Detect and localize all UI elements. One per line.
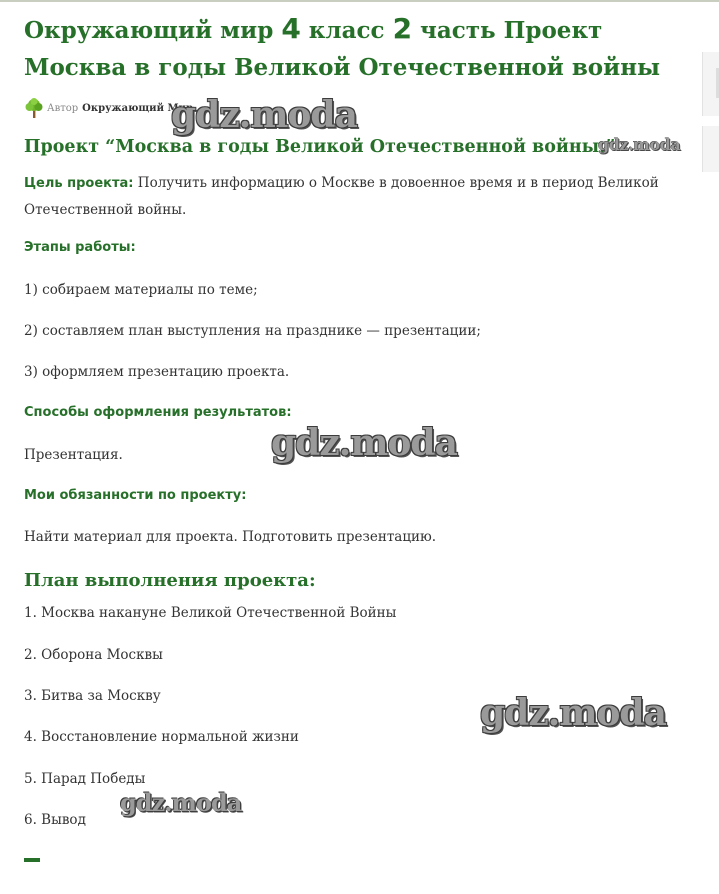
plan-item: 4. Восстановление нормальной жизни bbox=[24, 729, 299, 745]
duties-label: Мои обязанности по проекту: bbox=[24, 488, 247, 503]
grade-number: 4 bbox=[281, 12, 301, 45]
methods-text: Презентация. bbox=[24, 447, 123, 463]
plan-item: 1. Москва накануне Великой Отечественной Войны bbox=[24, 605, 397, 621]
duties-text: Найти материал для проекта. Подготовить презентацию. bbox=[24, 529, 437, 545]
post-meta bbox=[23, 96, 193, 120]
top-divider bbox=[0, 0, 719, 2]
watermark: gdz.moda bbox=[171, 94, 357, 136]
stage-item: 1) собираем материалы по теме; bbox=[24, 282, 258, 298]
plan-item: 5. Парад Победы bbox=[24, 771, 146, 787]
cut-off-heading bbox=[24, 858, 54, 862]
author-label: Автор bbox=[47, 102, 79, 114]
sidebar-edge-panel-lower[interactable] bbox=[702, 126, 719, 172]
stage-item: 2) составляем план выступления на празднике — презентации; bbox=[24, 323, 481, 339]
goal-text: Получить информацию о Москве в довоенное время и в период Великой Отечественной войны. bbox=[24, 175, 659, 218]
plan-item: 2. Оборона Москвы bbox=[24, 647, 163, 663]
title-part: класс bbox=[300, 17, 393, 44]
stages-label: Этапы работы: bbox=[24, 240, 136, 255]
title-part: Окружающий мир bbox=[24, 17, 282, 44]
watermark: gdz.moda bbox=[480, 692, 666, 734]
part-number: 2 bbox=[392, 12, 413, 45]
watermark: gdz.moda bbox=[271, 422, 457, 464]
plan-item: 6. Вывод bbox=[24, 812, 86, 828]
plan-heading: План выполнения проекта: bbox=[24, 570, 316, 591]
methods-label: Способы оформления результатов: bbox=[24, 405, 292, 420]
stage-item: 3) оформляем презентацию проекта. bbox=[24, 364, 290, 380]
project-goal bbox=[24, 170, 694, 223]
sidebar-edge-panel[interactable] bbox=[702, 52, 719, 116]
project-title: Проект “Москва в годы Великой Отечественной войны.” bbox=[24, 137, 616, 157]
tree-icon bbox=[23, 97, 45, 119]
watermark: gdz.moda bbox=[120, 788, 242, 817]
plan-item: 3. Битва за Москву bbox=[24, 688, 161, 704]
watermark: gdz.moda bbox=[598, 135, 681, 154]
page-title bbox=[24, 10, 684, 86]
goal-label: Цель проекта: bbox=[24, 176, 134, 191]
author-link[interactable]: Окружающий Мир bbox=[82, 102, 193, 114]
title-part: часть Проект Москва в годы Великой Отечественной войны bbox=[24, 17, 661, 81]
